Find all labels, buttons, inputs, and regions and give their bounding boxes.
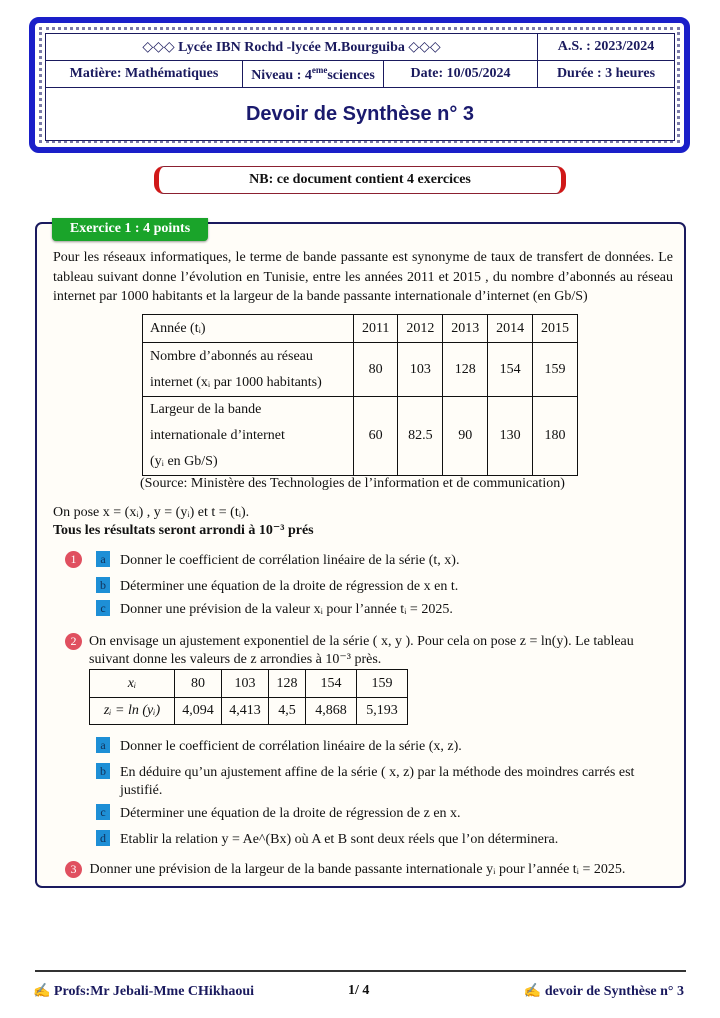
question-2a: a Donner le coefficient de corrélation linéaire de la série (x, z). xyxy=(96,737,462,756)
x-cell: 103 xyxy=(398,343,443,397)
exam-duration: Durée : 3 heures xyxy=(538,61,675,88)
header-frame xyxy=(29,17,690,153)
z-cell: 4,5 xyxy=(269,698,306,725)
page-title: Devoir de Synthèse n° 3 xyxy=(46,88,675,141)
school-name: ◇◇◇ Lycée IBN Rochd -lycée M.Bourguiba ◇◇◇ xyxy=(46,34,538,61)
exercise-tag: Exercice 1 : 4 points xyxy=(52,218,208,241)
year-header: Année (tᵢ) xyxy=(143,315,354,343)
data-table-1 xyxy=(142,314,578,476)
subject: Matière: Mathématiques xyxy=(46,61,243,88)
x-cell: 159 xyxy=(357,670,408,698)
question-2-intro-2: suivant donne les valeurs de z arrondies à 10⁻³ près. xyxy=(89,652,382,667)
year-cell: 2011 xyxy=(354,315,398,343)
year-cell: 2015 xyxy=(533,315,578,343)
table-source: (Source: Ministère des Technologies de l’information et de communication) xyxy=(140,476,565,491)
y-cell: 82.5 xyxy=(398,397,443,476)
year-cell: 2012 xyxy=(398,315,443,343)
rounding-note: Tous les résultats seront arrondi à 10⁻³ prés xyxy=(53,523,314,538)
footer-divider xyxy=(35,970,686,972)
question-3: 3 Donner une prévision de la largeur de la bande passante internationale yᵢ pour l’année tᵢ = 2025. xyxy=(65,861,625,879)
x-cell: 128 xyxy=(443,343,488,397)
question-2b: b En déduire qu’un ajustement affine de la série ( x, z) par la méthode des moindres carrés est justifié. xyxy=(96,763,668,800)
question-2-number: 2 xyxy=(65,633,82,651)
data-table-2 xyxy=(89,669,408,725)
nb-note: NB: ce document contient 4 exercices xyxy=(154,166,566,194)
question-2-intro-1: On envisage un ajustement exponentiel de la série ( x, y ). Pour cela on pose z = ln(y). Le tableau xyxy=(89,634,634,649)
exam-date: Date: 10/05/2024 xyxy=(384,61,538,88)
question-1-number: 1 xyxy=(65,551,82,569)
y-cell: 90 xyxy=(443,397,488,476)
question-2c: c Déterminer une équation de la droite de régression de z en x. xyxy=(96,804,461,823)
x-cell: 128 xyxy=(269,670,306,698)
y-cell: 130 xyxy=(488,397,533,476)
exercise-intro: Pour les réseaux informatiques, le terme de bande passante est synonyme de taux de transfert de données. Le tableau suivant donne l’évolution en Tunisie, entre les années 2011 et 2015 , du nombre d’abonnés au réseau internet par 1000 habitants et la largeur de la bande passante internationale d’internet (en Gb/S) xyxy=(53,250,673,304)
page-number: 1/ 4 xyxy=(348,983,370,998)
row-x-label: Nombre d’abonnés au réseau internet (xᵢ par 1000 habitants) xyxy=(143,343,354,397)
year-cell: 2014 xyxy=(488,315,533,343)
z-cell: 5,193 xyxy=(357,698,408,725)
row-y-label: Largeur de la bande internationale d’internet (yᵢ en Gb/S) xyxy=(143,397,354,476)
z-cell: 4,413 xyxy=(222,698,269,725)
z-cell: 4,868 xyxy=(306,698,357,725)
z-cell: 4,094 xyxy=(175,698,222,725)
y-cell: 180 xyxy=(533,397,578,476)
question-2d: d Etablir la relation y = Ae^(Bx) où A et B sont deux réels que l’on déterminera. xyxy=(96,830,558,849)
x-cell: 80 xyxy=(175,670,222,698)
y-cell: 60 xyxy=(354,397,398,476)
pose-statement: On pose x = (xᵢ) , y = (yᵢ) et t = (tᵢ). xyxy=(53,505,250,520)
footer-doc-title: ✍ devoir de Synthèse n° 3 xyxy=(523,984,684,999)
x-cell: 154 xyxy=(488,343,533,397)
x-cell: 154 xyxy=(306,670,357,698)
z-header: zᵢ = ln (yᵢ) xyxy=(90,698,175,725)
year-cell: 2013 xyxy=(443,315,488,343)
academic-year: A.S. : 2023/2024 xyxy=(538,34,675,61)
footer-authors: ✍ Profs:Mr Jebali-Mme CHikhaoui xyxy=(33,984,255,999)
question-1b: b Déterminer une équation de la droite de régression de x en t. xyxy=(96,577,458,596)
x-cell: 80 xyxy=(354,343,398,397)
question-1c: c Donner une prévision de la valeur xᵢ pour l’année tᵢ = 2025. xyxy=(96,600,453,619)
x-cell: 103 xyxy=(222,670,269,698)
question-1a: a Donner le coefficient de corrélation linéaire de la série (t, x). xyxy=(96,551,459,570)
header-table xyxy=(45,33,675,141)
x-cell: 159 xyxy=(533,343,578,397)
x-header: xᵢ xyxy=(90,670,175,698)
level: Niveau : 4emesciences xyxy=(243,61,384,88)
